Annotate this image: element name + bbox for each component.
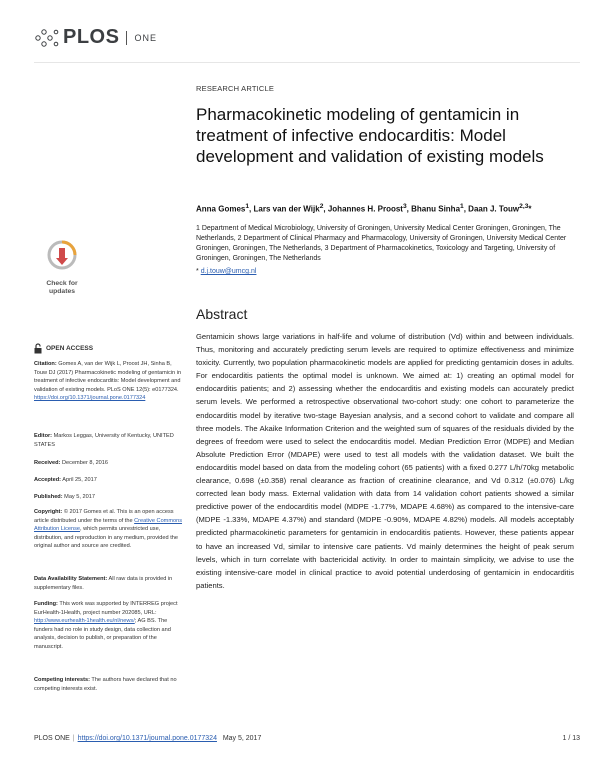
author-affiliation-sup: 2 <box>319 203 324 210</box>
published-date: May 5, 2017 <box>64 494 95 500</box>
published-label: Published: <box>34 494 63 500</box>
author-affiliation-sup: 1 <box>460 203 464 210</box>
received-block <box>34 459 184 468</box>
badge-label-line1: Check for <box>46 280 78 287</box>
editor-text: Markos Leggas, University of Kentucky, UNITED STATES <box>34 433 174 448</box>
logo-journal-name: ONE <box>134 32 157 43</box>
data-availability-block <box>34 575 184 592</box>
open-access-text: OPEN ACCESS <box>46 345 94 352</box>
citation-block <box>34 360 184 403</box>
editor-label: Editor: <box>34 433 53 439</box>
abstract-heading: Abstract <box>196 306 248 322</box>
accepted-block <box>34 476 184 485</box>
open-lock-icon <box>34 343 42 354</box>
abstract-body: Gentamicin shows large variations in half-life and volume of distribution (Vd) within and between individuals. Thus, monitoring and accurately predicting serum levels are required to optimize effectiveness and minimize toxicity. Currently, two population pharmacokinetic models are applied for predicting gentamicin doses in adults. For endocarditis patients the optimal model is unknown. We aimed at: 1) creating an optimal model for endocarditis patients; and 2) assessing whether the endocarditis and existing models can accurately predict serum levels. We performed a retrospective observational two-cohort study: one cohort to parameterize the endocarditis model by iterative two-stage Bayesian analysis, and a second cohort to validate and compare all three models. The Akaike Information Criterion and the weighted sum of squares of the residuals divided by the degrees of freedom were used to select the endocarditis model. Median Prediction Error (MDPE) and Median Absolute Prediction Error (MDAPE) were used to test all models with the validation dataset. We built the endocarditis model based on data from the modeling cohort (65 patients) with a fixed 0.277 L/h/70kg metabolic clearance, 0.698 (±0.358) renal clearance as fraction of creatinine clearance, and Vd 0.312 (±0.076) L/kg corrected lean body mass. External validation with data from 14 validation cohort patients showed a similar predictive power of the endocarditis model (MDPE -1.77%, MDAPE 4.68%) as compared to the intensive-care (MDPE -1.33%, MDAPE 4.37%) and standard (MDPE -0.90%, MDAPE 4.82%) models. All models acceptably predicted pharmacokinetic parameters for gentamicin in endocarditis patients. However, these patients appear to have an increased Vd, similar to intensive care patients. Vd mainly determines the height of peak serum levels, which in turn correlate with bactericidal activity. In order to maintain simplicity, we advise to use the existing intensive-care model in clinical practice to avoid potential underdosing of gentamicin in endocarditis patients. <box>196 332 574 590</box>
copyright-text: © 2017 Gomes et al. This is an open access article distributed under the terms of the <box>34 509 174 524</box>
citation-doi-link[interactable]: https://doi.org/10.1371/journal.pone.0177324 <box>34 395 146 402</box>
competing-interests-block <box>34 676 184 693</box>
received-label: Received: <box>34 460 61 466</box>
author[interactable]: Bhanu Sinha <box>411 204 461 214</box>
accepted-date: April 25, 2017 <box>62 477 97 483</box>
footer-date: May 5, 2017 <box>222 735 262 742</box>
plos-logo[interactable] <box>34 26 157 49</box>
data-availability-text: All raw data is provided in supplementary files. <box>34 576 173 591</box>
funding-block <box>34 600 184 652</box>
funding-label: Funding: <box>34 601 58 607</box>
page-number: 1 / 13 <box>562 735 580 742</box>
author-affiliation-sup: 3 <box>402 203 407 210</box>
published-block <box>34 493 184 502</box>
corresponding-author <box>196 268 256 275</box>
article-title: Pharmacokinetic modeling of gentamicin in treatment of infective endocarditis: Model development and validation of existing models <box>196 105 544 166</box>
funding-text: This work was supported by INTERREG project EurHealth-1Health, project number 202085, URL: <box>34 601 178 616</box>
author-list: Anna Gomes$^1$, Lars van der Wijk$^2$, Johannes H. Proost$^3$, Bhanu Sinha$^1$, Daan J. Touw$^{2,3}$* <box>196 203 532 214</box>
author[interactable]: Johannes H. Proost <box>327 204 403 214</box>
corresponding-email-link[interactable]: d.j.touw@umcg.nl <box>200 268 257 275</box>
data-availability-label: Data Availability Statement: <box>34 576 108 582</box>
footer-citation <box>34 735 261 742</box>
affiliations: 1 Department of Medical Microbiology, University of Groningen, University Medical Center Groningen, Groningen, The Netherlands, 2 Department of Clinical Pharmacy and Pharmacology, University of Groningen, University Medical Center Groningen, Groningen, The Netherlands, 3 Department of Pharmacokinetics, Toxicology and Targeting, University of Groningen, Groningen, The Netherlands <box>196 225 567 262</box>
citation-text: Gomes A, van der Wijk L, Proost JH, Sinha B, Touw DJ (2017) Pharmacokinetic modeling of gentamicin in treatment of infective endocarditis: Model development and validation of existing models. PLoS ONE 12(5): e0177324. <box>34 361 182 393</box>
funding-text-cont: ; AG BS. The funders had no role in study design, data collection and analysis, decision to publish, or preparation of the manuscript. <box>34 618 171 650</box>
received-date: December 8, 2016 <box>62 460 109 466</box>
accepted-label: Accepted: <box>34 477 62 483</box>
plos-logo-icon <box>34 27 60 49</box>
copyright-block <box>34 508 184 551</box>
author[interactable]: Anna Gomes <box>196 204 246 214</box>
page-footer <box>34 735 580 742</box>
author-affiliation-sup: 2,3 <box>519 203 529 210</box>
footer-doi-link[interactable]: https://doi.org/10.1371/journal.pone.0177324 <box>77 735 217 742</box>
funding-url-link[interactable]: http://www.eurhealth-1health.eu/nl/news/ <box>34 618 135 625</box>
corresponding-marker: * <box>196 268 199 275</box>
copyright-text-cont: , which permits unrestricted use, distribution, and reproduction in any medium, provided the original author and source are credited. <box>34 526 178 550</box>
open-access-label <box>34 343 93 354</box>
badge-label-line2: updates <box>48 288 76 295</box>
article-type: RESEARCH ARTICLE <box>196 84 275 93</box>
corresponding-marker: * <box>528 204 532 214</box>
check-for-updates-badge[interactable] <box>37 240 87 300</box>
badge-label <box>37 280 87 296</box>
footer-journal: PLOS ONE <box>34 735 70 742</box>
logo-divider <box>126 31 127 45</box>
author[interactable]: Daan J. Touw <box>468 204 520 214</box>
author[interactable]: Lars van der Wijk <box>253 204 320 214</box>
footer-separator: | <box>72 735 75 742</box>
editor-block <box>34 432 184 449</box>
license-link[interactable]: Creative Commons Attribution License <box>34 517 183 533</box>
copyright-label: Copyright: <box>34 509 63 515</box>
citation-label: Citation: <box>34 361 57 367</box>
author-affiliation-sup: 1 <box>245 203 250 210</box>
logo-wordmark: PLOS <box>63 26 120 48</box>
competing-interests-label: Competing interests: <box>34 677 90 683</box>
check-for-updates-icon <box>47 240 77 274</box>
header-divider <box>34 62 580 63</box>
competing-interests-text: The authors have declared that no competing interests exist. <box>34 677 177 692</box>
